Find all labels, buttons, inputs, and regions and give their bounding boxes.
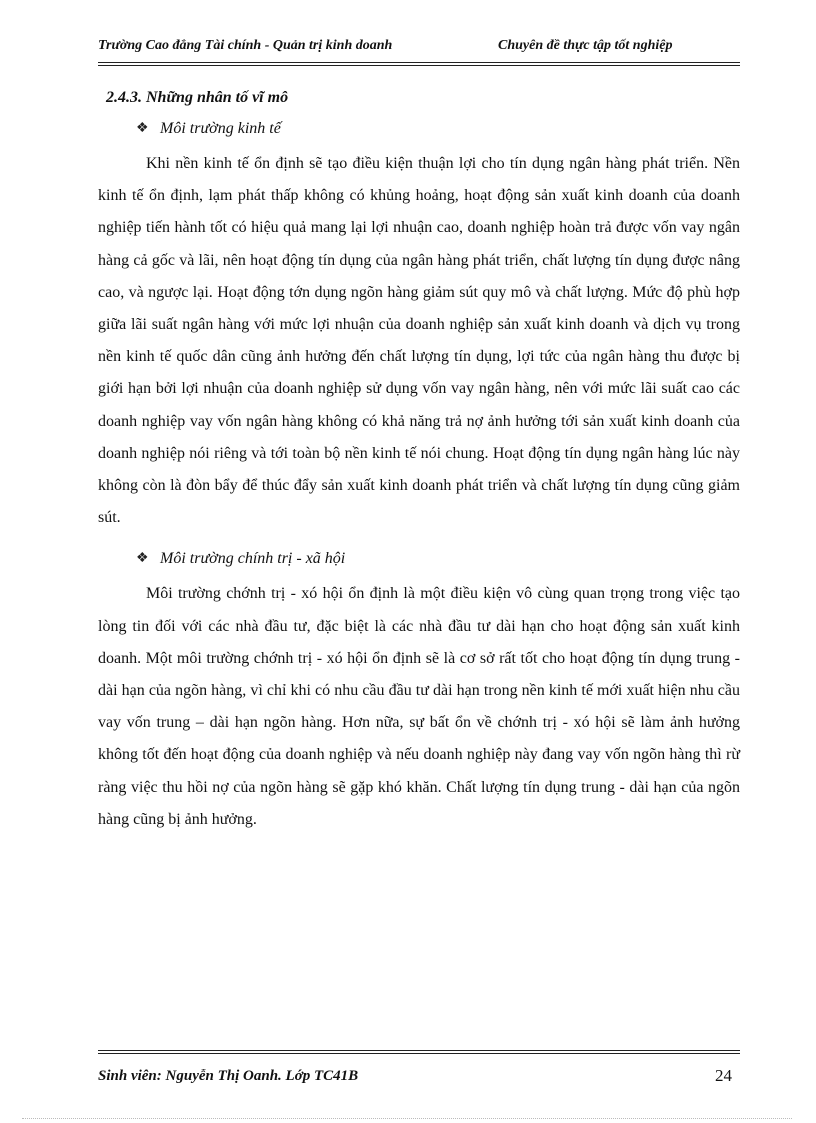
- footer-student-info: Sinh viên: Nguyễn Thị Oanh. Lớp TC41B: [98, 1068, 359, 1084]
- subsection-heading-political: [136, 542, 740, 576]
- page-edge: [22, 1118, 792, 1119]
- footer-divider: [98, 1050, 740, 1054]
- paragraph-political: Môi trường chớnh trị - xó hội ổn định là một điều kiện vô cùng quan trọng trong việc tạo lòng tin đối với các nhà đầu tư, đặc biệt là các nhà đầu tư dài hạn cho hoạt động sản xuất kinh doanh. Một môi trường chớnh trị - xó hội ổn định sẽ là cơ sở rất tốt cho hoạt động tín dụng trung - dài hạn của ngõn hàng, vì chỉ khi có nhu cầu đầu tư dài hạn trong nền kinh tế mới xuất hiện nhu cầu vay vốn trung – dài hạn ngõn hàng. Hơn nữa, sự bất ổn về chớnh trị - xó hội sẽ làm ảnh hưởng không tốt đến hoạt động của doanh nghiệp và nếu doanh nghiệp này đang vay vốn ngõn hàng thì rừ ràng việc thu hồi nợ của ngõn hàng sẽ gặp khó khăn. Chất lượng tín dụng trung - dài hạn của ngõn hàng cũng bị ảnh hưởng.: [98, 585, 740, 828]
- subsection-title: Môi trường chính trị - xã hội: [160, 550, 346, 568]
- page-footer: [98, 1068, 740, 1092]
- header-divider: [98, 62, 740, 66]
- page-header: [98, 38, 740, 60]
- subsection-title: Môi trường kinh tế: [160, 120, 281, 137]
- subsection-heading-economic: [136, 112, 740, 146]
- diamond-bullet-icon: ❖: [136, 551, 149, 567]
- page-number: 24: [715, 1066, 732, 1085]
- paragraph-economic: Khi nền kinh tế ổn định sẽ tạo điều kiện thuận lợi cho tín dụng ngân hàng phát triển. Nền kinh tế ổn định, lạm phát thấp không có khủng hoảng, hoạt động sản xuất kinh doanh của doanh nghiệp tiến hành tốt có hiệu quả mang lại lợi nhuận cao, doanh nghiệp hoàn trả được vốn vay ngân hàng cả gốc và lãi, nên hoạt động tín dụng của ngân hàng phát triển, chất lượng tín dụng được nâng cao, và ngược lại. Hoạt động tớn dụng ngõn hàng giảm sút quy mô và chất lượng. Mức độ phù hợp giữa lãi suất ngân hàng với mức lợi nhuận của doanh nghiệp sản xuất kinh doanh và dịch vụ trong nền kinh tế quốc dân cũng ảnh hưởng đến chất lượng tín dụng, lợi tức của ngân hàng thu được bị giới hạn bởi lợi nhuận của doanh nghiệp sử dụng vốn vay ngân hàng, nên với mức lãi suất cao các doanh nghiệp vay vốn ngân hàng không có khả năng trả nợ ảnh hưởng tới sản xuất kinh doanh của doanh nghiệp nói riêng và tới toàn bộ nền kinh tế nói chung. Hoạt động tín dụng ngân hàng lúc này không còn là đòn bẩy để thúc đẩy sản xuất kinh doanh phát triển và chất lượng tín dụng cũng giảm sút.: [98, 155, 740, 527]
- diamond-bullet-icon: ❖: [136, 121, 149, 136]
- header-report-title: Chuyên đề thực tập tốt nghiệp: [498, 38, 673, 53]
- section-heading: 2.4.3. Những nhân tố vĩ mô: [106, 89, 289, 106]
- main-content: [98, 84, 740, 844]
- header-school-name: Trường Cao đẳng Tài chính - Quản trị kinh doanh: [98, 38, 393, 53]
